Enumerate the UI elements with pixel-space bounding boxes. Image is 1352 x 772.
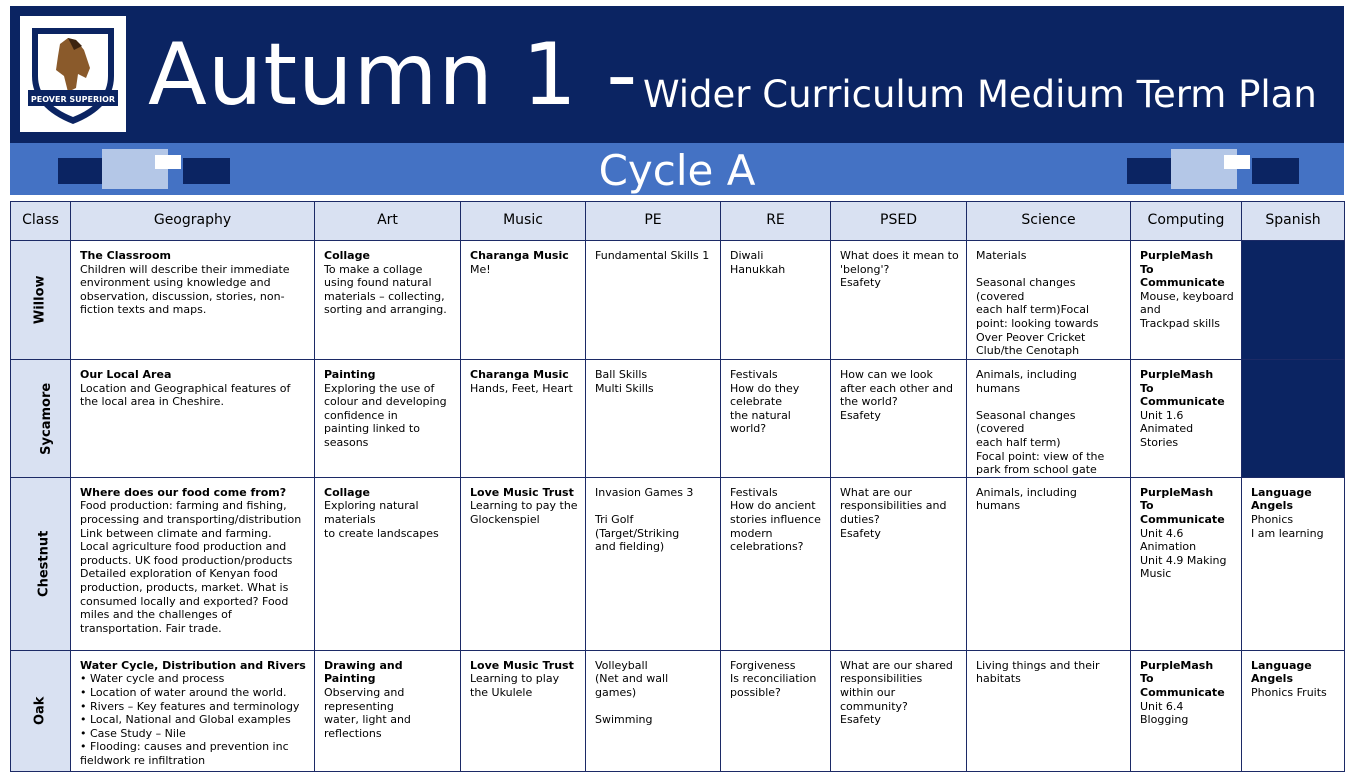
cell-text: (Net and wall (595, 672, 669, 686)
psed-cell (831, 650, 967, 771)
class-cell (11, 650, 71, 771)
geography-cell (71, 241, 315, 360)
cell-text: responsibilities and (840, 499, 947, 513)
cell-text: sorting and arranging. (324, 303, 447, 317)
cell-title: Love Music Trust (470, 485, 574, 499)
page-subtitle: Wider Curriculum Medium Term Plan (643, 73, 1317, 116)
header-row (11, 202, 1345, 241)
cell-title: PurpleMash (1140, 658, 1214, 672)
cell-text: Mouse, keyboard (1140, 289, 1234, 303)
cell-text: Hanukkah (730, 262, 786, 276)
psed-cell (831, 360, 967, 478)
cell-text: Living things and their (976, 658, 1100, 672)
cell-text: celebrations? (730, 540, 804, 554)
decoration-left-white (155, 155, 181, 169)
cell-text: • Case Study – Nile (80, 726, 186, 740)
computing-cell (1131, 477, 1242, 650)
decoration-right-dark-2 (1252, 158, 1299, 184)
cell-text: the Ukulele (470, 685, 533, 699)
cell-title: Language (1251, 658, 1312, 672)
cell-text: Animated (1140, 422, 1194, 436)
science-cell (967, 477, 1131, 650)
cell-text: To make a collage (324, 262, 423, 276)
cell-text: 'belong'? (840, 262, 890, 276)
psed-cell (831, 477, 967, 650)
cell-title: The Classroom (80, 249, 171, 262)
cell-title: Love Music Trust (470, 658, 574, 672)
art-cell (315, 241, 461, 360)
column-header-pe: PE (586, 202, 721, 241)
cell-title: To Communicate (1140, 262, 1225, 290)
line-gap (976, 263, 1124, 277)
cell-text: Festivals (730, 368, 778, 381)
cell-text: duties? (840, 512, 880, 526)
cell-text: Unit 4.9 Making (1140, 553, 1227, 567)
cycle-label: Cycle A (598, 146, 756, 195)
table-row (11, 477, 1345, 650)
table-body (11, 241, 1345, 772)
cell-text: the local area in Cheshire. (80, 395, 224, 409)
cell-text: observation, discussion, stories, non- (80, 289, 285, 303)
column-header-science: Science (967, 202, 1131, 241)
cell-text: Is reconciliation (730, 672, 817, 686)
cell-text: Children will describe their immediate (80, 262, 290, 276)
cell-text: point: looking towards (976, 316, 1099, 330)
column-header-class: Class (11, 202, 71, 241)
geography-cell (71, 477, 315, 650)
class-cell (11, 360, 71, 478)
cell-title: PurpleMash (1140, 249, 1214, 262)
pe-cell (586, 477, 721, 650)
cell-text: Glockenspiel (470, 512, 540, 526)
cell-text: Exploring natural (324, 499, 419, 513)
cell-text: Unit 4.6 (1140, 526, 1184, 540)
pe-cell (586, 650, 721, 771)
cell-text: Exploring the use of (324, 381, 435, 395)
page-title: Autumn 1 - (148, 25, 639, 125)
pe-cell (586, 241, 721, 360)
cell-title: Our Local Area (80, 368, 172, 381)
cell-text: (Target/Striking (595, 526, 680, 540)
cell-text: after each other and (840, 381, 954, 395)
cell-title: PurpleMash (1140, 485, 1214, 499)
cell-text: What are our shared (840, 658, 953, 672)
cell-text: Trackpad skills (1140, 316, 1220, 330)
line-gap (976, 395, 1124, 409)
class-label: Chestnut (36, 530, 52, 597)
cell-text: Stories (1140, 435, 1179, 449)
re-cell (721, 241, 831, 360)
cell-text: Location and Geographical features of (80, 381, 291, 395)
geography-cell (71, 360, 315, 478)
column-header-spanish: Spanish (1242, 202, 1345, 241)
cell-text: and fielding) (595, 540, 665, 554)
cell-text: What are our (840, 485, 912, 499)
cell-text: Invasion Games 3 (595, 485, 694, 499)
cell-text: possible? (730, 685, 781, 699)
cell-text: Learning to pay the (470, 499, 578, 513)
logo-text: PEOVER SUPERIOR (30, 95, 116, 104)
cell-text: Seasonal changes (covered (976, 408, 1076, 436)
cell-title: To Communicate (1140, 499, 1225, 526)
cell-text: Animals, including humans (976, 368, 1077, 395)
cell-title: To Communicate (1140, 381, 1225, 409)
decoration-left-dark-2 (183, 158, 230, 184)
column-header-art: Art (315, 202, 461, 241)
music-cell (461, 241, 586, 360)
cell-text: Fundamental Skills 1 (595, 249, 710, 262)
cell-title: Angels (1251, 499, 1293, 513)
column-header-music: Music (461, 202, 586, 241)
cell-title: Collage (324, 249, 370, 262)
cell-text: fiction texts and maps. (80, 303, 207, 317)
cell-text: fieldwork re infiltration (80, 753, 206, 767)
column-header-geography: Geography (71, 202, 315, 241)
cell-text: Multi Skills (595, 381, 654, 395)
cell-text: Swimming (595, 713, 653, 727)
column-header-psed: PSED (831, 202, 967, 241)
cell-text: each half term)Focal (976, 303, 1090, 317)
cell-title: Charanga Music (470, 368, 569, 381)
re-cell (721, 650, 831, 771)
cell-text: Forgiveness (730, 658, 796, 672)
art-cell (315, 477, 461, 650)
psed-cell (831, 241, 967, 360)
cell-text: Ball Skills (595, 368, 648, 381)
class-cell (11, 241, 71, 360)
cell-text: reflections (324, 726, 382, 740)
cell-title: PurpleMash (1140, 368, 1214, 381)
cell-text: Learning to play (470, 672, 560, 686)
curriculum-table (10, 201, 1345, 772)
cell-text: stories influence (730, 512, 821, 526)
cell-text: environment using knowledge and (80, 276, 271, 290)
cell-text: Esafety (840, 408, 881, 422)
cell-text: • Water cycle and process (80, 672, 225, 686)
music-cell (461, 477, 586, 650)
computing-cell (1131, 650, 1242, 771)
cell-text: miles and the challenges of (80, 608, 232, 622)
cell-text: Over Peover Cricket (976, 330, 1086, 344)
cell-text: Club/the Cenotaph (976, 344, 1080, 358)
cell-text: seasons (324, 435, 369, 449)
cell-text: Tri Golf (595, 512, 634, 526)
cell-text: painting linked to (324, 422, 420, 436)
re-cell (721, 360, 831, 478)
cell-text: Hands, Feet, Heart (470, 381, 573, 395)
decoration-left-dark-1 (58, 158, 102, 184)
cell-text: modern (730, 526, 773, 540)
cell-text: How do they (730, 381, 800, 395)
line-gap (595, 499, 714, 513)
spanish-cell (1242, 241, 1345, 360)
cell-text: Focal point: view of the (976, 449, 1105, 463)
cell-text: confidence in (324, 408, 398, 422)
cell-text: Diwali (730, 249, 764, 262)
cell-text: processing and transporting/distribution (80, 512, 302, 526)
cell-text: How can we look (840, 368, 933, 381)
class-cell (11, 477, 71, 650)
table-row (11, 360, 1345, 478)
cell-text: world? (730, 422, 767, 436)
cell-text: habitats (976, 672, 1021, 686)
cell-text: Materials (976, 249, 1027, 262)
cell-text: • Rivers – Key features and terminology (80, 699, 300, 713)
class-label: Willow (32, 275, 48, 325)
art-cell (315, 650, 461, 771)
column-header-re: RE (721, 202, 831, 241)
class-label: Oak (32, 696, 48, 725)
cell-text: Phonics (1251, 512, 1294, 526)
cell-text: Detailed exploration of Kenyan food (80, 567, 278, 581)
school-logo (20, 16, 126, 132)
cell-text: celebrate (730, 395, 782, 409)
cell-title: To Communicate (1140, 672, 1225, 699)
cell-text: • Location of water around the world. (80, 685, 287, 699)
re-cell (721, 477, 831, 650)
pe-cell (586, 360, 721, 478)
cell-text: Local agriculture food production and (80, 540, 287, 554)
cell-text: games) (595, 685, 637, 699)
spanish-cell (1242, 650, 1345, 771)
cell-text: Unit 6.4 Blogging (1140, 699, 1189, 727)
cell-title: Angels (1251, 672, 1293, 686)
cell-text: each half term) (976, 435, 1061, 449)
cell-text: colour and developing (324, 395, 447, 409)
cell-text: within our (840, 685, 896, 699)
decoration-right-dark-1 (1127, 158, 1171, 184)
geography-cell (71, 650, 315, 771)
cell-title: Collage (324, 485, 370, 499)
cell-text: water, light and (324, 713, 411, 727)
music-cell (461, 650, 586, 771)
cell-text: • Flooding: causes and prevention inc (80, 740, 289, 754)
computing-cell (1131, 360, 1242, 478)
table-row (11, 241, 1345, 360)
shield-horse-logo-icon (20, 16, 126, 132)
cell-text: Music (1140, 567, 1172, 581)
cell-text: community? (840, 699, 908, 713)
cell-text: to create landscapes (324, 526, 439, 540)
cell-text: What does it mean to (840, 249, 959, 262)
cell-text: representing (324, 699, 394, 713)
science-cell (967, 650, 1131, 771)
science-cell (967, 360, 1131, 478)
column-header-computing: Computing (1131, 202, 1242, 241)
science-cell (967, 241, 1131, 360)
cell-title: Painting (324, 368, 376, 381)
cell-title: Language (1251, 485, 1312, 499)
cell-text: the world? (840, 395, 898, 409)
cell-text: Animation (1140, 540, 1197, 554)
cell-text: Link between climate and farming. (80, 526, 272, 540)
spanish-cell (1242, 360, 1345, 478)
cell-title: Where does our food come from? (80, 485, 287, 499)
decoration-right-white (1224, 155, 1250, 169)
spanish-cell (1242, 477, 1345, 650)
cell-text: consumed locally and exported? Food (80, 594, 289, 608)
cell-text: park from school gate (976, 463, 1097, 477)
cell-text: Animals, including humans (976, 485, 1077, 513)
cell-text: transportation. Fair trade. (80, 621, 222, 635)
cell-text: Seasonal changes (covered (976, 276, 1076, 303)
cell-text: products. UK food production/products (80, 553, 293, 567)
cell-text: I am learning (1251, 526, 1324, 540)
cell-title: Water Cycle, Distribution and Rivers (80, 658, 306, 672)
line-gap (595, 700, 714, 714)
cell-text: Observing and (324, 685, 405, 699)
cell-text: How do ancient (730, 499, 816, 513)
cell-text: Esafety (840, 713, 881, 727)
cell-text: Volleyball (595, 658, 648, 672)
computing-cell (1131, 241, 1242, 360)
cell-title: Charanga Music (470, 249, 569, 262)
cell-text: Esafety (840, 526, 881, 540)
table-row (11, 650, 1345, 771)
cell-text: production, products, market. What is (80, 580, 289, 594)
cell-text: Festivals (730, 485, 778, 499)
cell-text: the natural (730, 408, 791, 422)
music-cell (461, 360, 586, 478)
cell-text: Phonics Fruits (1251, 685, 1327, 699)
cell-text: materials (324, 512, 376, 526)
cell-text: and (1140, 303, 1161, 317)
art-cell (315, 360, 461, 478)
cell-text: • Local, National and Global examples (80, 713, 291, 727)
cell-text: Esafety (840, 276, 881, 290)
cell-text: Unit 1.6 (1140, 408, 1184, 422)
cell-text: responsibilities (840, 672, 923, 686)
cell-text: materials – collecting, (324, 289, 445, 303)
cell-text: using found natural (324, 276, 432, 290)
cell-text: Food production: farming and fishing, (80, 499, 287, 513)
class-label: Sycamore (39, 382, 55, 455)
cell-text: Me! (470, 262, 491, 276)
cell-title: Drawing and Painting (324, 658, 403, 686)
